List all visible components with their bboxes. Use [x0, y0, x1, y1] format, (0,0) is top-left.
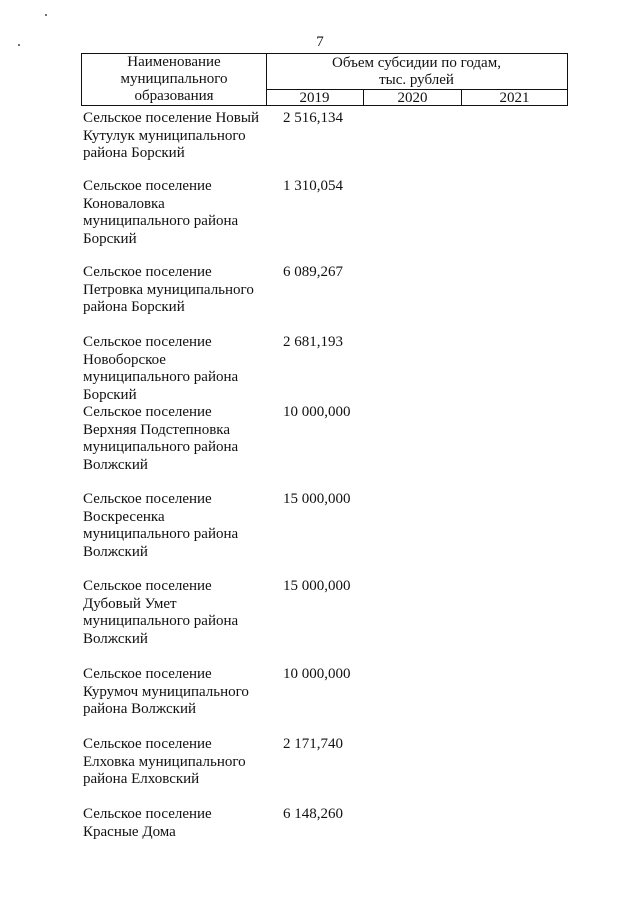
- municipality-name: [83, 404, 268, 474]
- municipality-name-line: района Елховский: [83, 771, 200, 787]
- header-amount-line: тыс. рублей: [379, 72, 454, 88]
- municipality-name-line: района Борский: [83, 145, 185, 161]
- scan-speck: [45, 14, 47, 16]
- municipality-name: [83, 806, 268, 841]
- municipality-name: [83, 264, 268, 317]
- subsidy-2019-value: 1 310,054: [283, 178, 343, 194]
- municipality-name-line: района Борский: [83, 299, 185, 315]
- municipality-name: [83, 578, 268, 648]
- subsidy-2019-value: 2 516,134: [283, 110, 343, 126]
- municipality-name-line: Волжский: [83, 630, 148, 647]
- header-year-2020: 2020: [364, 90, 462, 106]
- header-name-column: [82, 54, 267, 105]
- municipality-name-line: Борский: [83, 386, 137, 403]
- municipality-name: [83, 110, 268, 163]
- header-name-line: Наименование: [127, 54, 221, 70]
- header-amount-column: [266, 54, 567, 89]
- subsidy-2019-value: 6 148,260: [283, 806, 343, 822]
- header-amount-line: Объем субсидии по годам,: [332, 55, 501, 71]
- header-year-2021: 2021: [499, 90, 530, 106]
- municipality-name-line: Волжский: [83, 543, 148, 560]
- subsidy-2019-value: 2 681,193: [283, 334, 343, 350]
- municipality-name-line: Красные Дома: [83, 823, 176, 840]
- municipality-name-line: муниципального района: [83, 526, 239, 542]
- municipality-name-line: муниципального района: [83, 613, 239, 629]
- municipality-name-line: муниципального района: [83, 369, 239, 385]
- municipality-name-line: Новоборское: [83, 351, 166, 368]
- municipality-name-line: Воскресенка: [83, 508, 165, 525]
- municipality-name: [83, 666, 268, 719]
- municipality-name-line: Дубовый Умет: [83, 595, 177, 612]
- municipality-name-line: Сельское поселение: [83, 806, 212, 822]
- municipality-name: [83, 491, 268, 561]
- municipality-name-line: Волжский: [83, 456, 148, 473]
- municipality-name-line: Сельское поселение: [83, 178, 212, 194]
- page-number: 7: [316, 34, 324, 50]
- municipality-name-line: Сельское поселение: [83, 578, 212, 594]
- municipality-name-line: Верхняя Подстепновка: [83, 421, 230, 438]
- subsidy-2019-value: 15 000,000: [283, 491, 351, 507]
- header-name-line: муниципального: [120, 71, 228, 87]
- subsidy-2019-value: 2 171,740: [283, 736, 343, 752]
- subsidy-2019-value: 6 089,267: [283, 264, 343, 280]
- subsidy-2019-value: 10 000,000: [283, 404, 351, 420]
- municipality-name-line: Сельское поселение: [83, 404, 212, 420]
- municipality-name-line: Сельское поселение: [83, 666, 212, 682]
- municipality-name: [83, 736, 268, 789]
- municipality-name-line: Сельское поселение: [83, 334, 212, 350]
- municipality-name-line: Кутулук муниципального: [83, 127, 246, 144]
- municipality-name-line: муниципального района: [83, 213, 239, 229]
- subsidy-2019-value: 15 000,000: [283, 578, 351, 594]
- municipality-name-line: Сельское поселение: [83, 491, 212, 507]
- municipality-name: [83, 178, 268, 248]
- header-name-line: образования: [134, 88, 214, 104]
- municipality-name-line: Сельское поселение: [83, 736, 212, 752]
- municipality-name-line: Борский: [83, 230, 137, 247]
- municipality-name-line: муниципального района: [83, 439, 239, 455]
- municipality-name-line: Елховка муниципального: [83, 753, 246, 770]
- header-years: [266, 89, 567, 106]
- municipality-name-line: Коноваловка: [83, 195, 165, 212]
- municipality-name: [83, 334, 268, 404]
- municipality-name-line: района Волжский: [83, 701, 197, 717]
- header-year-2019: 2019: [266, 90, 364, 106]
- table-header: [81, 53, 568, 106]
- municipality-name-line: Сельское поселение: [83, 264, 212, 280]
- subsidy-2019-value: 10 000,000: [283, 666, 351, 682]
- municipality-name-line: Петровка муниципального: [83, 281, 254, 298]
- municipality-name-line: Курумоч муниципального: [83, 683, 249, 700]
- municipality-name-line: Сельское поселение Новый: [83, 110, 259, 126]
